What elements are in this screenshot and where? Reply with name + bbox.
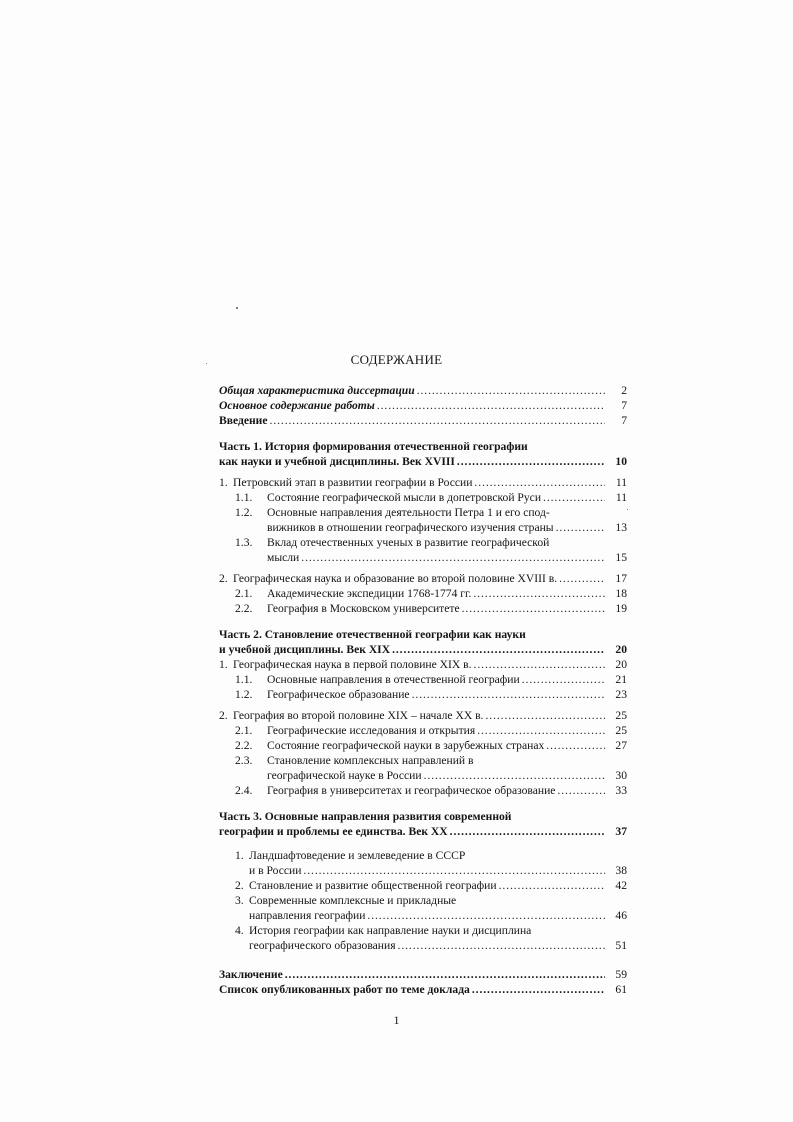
toc-entry-text: Основные направления деятельности Петра 1 и его спод- xyxy=(267,506,550,519)
leader-dots xyxy=(546,738,605,753)
toc-page: 51 xyxy=(615,939,627,952)
toc-entry[interactable] xyxy=(219,398,627,413)
toc-entry[interactable] xyxy=(219,490,627,505)
section-number: 2. xyxy=(219,572,228,585)
section-number: 2. xyxy=(235,879,244,892)
leader-dots xyxy=(377,398,605,413)
toc-entry[interactable] xyxy=(219,768,627,783)
toc-entry-text: Общая характеристика диссертации xyxy=(219,384,415,397)
toc-entry[interactable] xyxy=(219,738,627,753)
toc-entry[interactable] xyxy=(219,475,627,490)
leader-dots xyxy=(412,687,605,702)
toc-entry[interactable] xyxy=(219,601,627,616)
toc-entry-text: как науки и учебной дисциплины. Век XVIII xyxy=(219,455,455,468)
toc-entry-text: и учебной дисциплины. Век XIX xyxy=(219,643,391,656)
section-number: 1.1. xyxy=(235,491,253,504)
section-number: 2. xyxy=(219,709,228,722)
toc-page: 20 xyxy=(615,643,627,656)
toc-entry-text: Основное содержание работы xyxy=(219,399,375,412)
leader-dots xyxy=(474,475,605,490)
toc-entry[interactable] xyxy=(219,687,627,702)
toc-page: 46 xyxy=(615,909,627,922)
toc-entry-text: География во второй половине XIX – начале XX в. xyxy=(233,709,484,722)
toc-entry[interactable] xyxy=(219,520,627,535)
toc-page: 7 xyxy=(621,399,627,412)
leader-dots xyxy=(450,824,605,839)
page-title: СОДЕРЖАНИЕ xyxy=(350,352,443,367)
toc-page: 19 xyxy=(615,602,627,615)
toc-entry-text: Состояние географической науки в зарубежных странах xyxy=(267,739,545,752)
section-number: 3. xyxy=(235,894,244,907)
section-number: 1.3. xyxy=(235,536,253,549)
toc-page: 13 xyxy=(615,521,627,534)
toc-page: 21 xyxy=(615,673,627,686)
toc-entry-text: Академические экспедиции 1768-1774 гг. xyxy=(267,587,472,600)
leader-dots xyxy=(559,571,605,586)
leader-dots xyxy=(392,642,605,657)
toc-entry[interactable] xyxy=(219,938,627,953)
toc-entry-text: географической науке в России xyxy=(267,769,422,782)
leader-dots xyxy=(543,490,605,505)
part-heading[interactable] xyxy=(219,824,627,839)
part-heading[interactable]: Часть 2. Становление отечественной географии как науки xyxy=(219,628,526,641)
toc-entry[interactable] xyxy=(219,535,627,550)
toc-entry-text: География в университетах и географическое образование xyxy=(267,784,556,797)
toc-page: 30 xyxy=(615,769,627,782)
section-number: 2.2. xyxy=(235,602,253,615)
toc-entry-text: Список опубликованных работ по теме доклада xyxy=(219,983,470,996)
toc-entry[interactable] xyxy=(219,878,627,893)
toc-entry[interactable] xyxy=(219,413,627,428)
toc-entry-text: мысли xyxy=(267,551,300,564)
toc-page: 25 xyxy=(615,724,627,737)
toc-page: 37 xyxy=(615,825,627,838)
leader-dots xyxy=(556,520,605,535)
toc-entry[interactable] xyxy=(219,657,627,672)
section-number: 1. xyxy=(235,849,244,862)
toc-page: 11 xyxy=(615,476,627,489)
leader-dots xyxy=(485,708,605,723)
page-number: 1 xyxy=(393,1013,400,1027)
leader-dots xyxy=(499,878,605,893)
toc-entry-text: Введение xyxy=(219,414,268,427)
toc-page: 23 xyxy=(615,688,627,701)
toc-entry[interactable] xyxy=(219,908,627,923)
toc-entry[interactable] xyxy=(219,982,627,997)
toc-entry[interactable] xyxy=(219,672,627,687)
part-heading[interactable] xyxy=(219,454,627,469)
toc-entry[interactable] xyxy=(219,550,627,565)
toc-entry[interactable] xyxy=(219,783,627,798)
toc-page: 38 xyxy=(615,864,627,877)
part-heading[interactable] xyxy=(219,642,627,657)
toc-entry-text: Становление комплексных направлений в xyxy=(267,754,474,767)
scan-speck xyxy=(236,307,238,309)
leader-dots xyxy=(472,982,605,997)
toc-entry-text: Географическая наука в первой половине XIX в. xyxy=(233,658,472,671)
toc-entry[interactable] xyxy=(219,708,627,723)
toc-page: 20 xyxy=(615,658,627,671)
section-number: 1.2. xyxy=(235,506,253,519)
toc-entry-text: Географическая наука и образование во второй половине XVIII в. xyxy=(233,572,558,585)
toc-entry-text: Заключение xyxy=(219,968,283,981)
toc-entry[interactable] xyxy=(219,723,627,738)
toc-entry-text: Состояние географической мысли в допетровской Руси xyxy=(267,491,542,504)
leader-dots xyxy=(557,783,605,798)
toc-entry-text: и в России xyxy=(249,864,302,877)
leader-dots xyxy=(417,383,605,398)
toc-entry[interactable] xyxy=(219,586,627,601)
leader-dots xyxy=(462,601,605,616)
leader-dots xyxy=(303,863,605,878)
toc-entry-text: географического образования xyxy=(249,939,396,952)
section-number: 1. xyxy=(219,658,228,671)
section-number: 2.3. xyxy=(235,754,253,767)
toc-entry-text: Географические исследования и открытия xyxy=(267,724,476,737)
toc-entry-text: История географии как направление науки и дисциплина xyxy=(249,924,532,937)
section-number: 2.1. xyxy=(235,724,253,737)
toc-entry-text: Становление и развитие общественной географии xyxy=(249,879,497,892)
toc-entry-text: географии и проблемы ее единства. Век XX xyxy=(219,825,448,838)
leader-dots xyxy=(398,938,605,953)
part-heading[interactable]: Часть 1. История формирования отечественной географии xyxy=(219,440,528,453)
toc-entry-text: Географическое образование xyxy=(267,688,410,701)
section-number: 4. xyxy=(235,924,244,937)
section-number: 1. xyxy=(219,476,228,489)
leader-dots xyxy=(424,768,605,783)
leader-dots xyxy=(285,967,605,982)
leader-dots xyxy=(473,586,605,601)
toc-page: 25 xyxy=(615,709,627,722)
section-number: 1.1. xyxy=(235,673,253,686)
toc-entry-text: направления географии xyxy=(249,909,366,922)
toc-entry[interactable] xyxy=(219,848,627,863)
leader-dots xyxy=(457,454,605,469)
toc-entry[interactable] xyxy=(219,863,627,878)
toc-page: 2 xyxy=(621,384,627,397)
section-number: 2.1. xyxy=(235,587,253,600)
toc-page: 7 xyxy=(621,414,627,427)
toc-page: 18 xyxy=(615,587,627,600)
toc-entry-text: Ландшафтоведение и землеведение в СССР xyxy=(249,849,466,862)
section-number: 2.4. xyxy=(235,784,253,797)
toc-entry[interactable] xyxy=(219,753,627,768)
toc-page: 33 xyxy=(615,784,627,797)
toc-entry-text: География в Московском университете xyxy=(267,602,460,615)
toc-entry-text: Петровский этап в развитии географии в России xyxy=(233,476,473,489)
toc-entry[interactable] xyxy=(219,383,627,398)
toc-entry[interactable] xyxy=(219,893,627,908)
toc-page: 17 xyxy=(615,572,627,585)
toc-entry-text: Вклад отечественных ученых в развитие географической xyxy=(267,536,550,549)
leader-dots xyxy=(367,908,605,923)
section-number: 2.2. xyxy=(235,739,253,752)
toc-entry[interactable] xyxy=(219,505,627,520)
toc-page: 59 xyxy=(615,968,627,981)
toc-entry[interactable] xyxy=(219,967,627,982)
table-of-contents xyxy=(219,383,627,997)
leader-dots xyxy=(270,413,605,428)
toc-entry-text: Основные направления в отечественной географии xyxy=(267,673,520,686)
leader-dots xyxy=(301,550,605,565)
toc-entry[interactable] xyxy=(219,571,627,586)
toc-page: 11 xyxy=(615,491,627,504)
toc-entry[interactable] xyxy=(219,923,627,938)
toc-entry-text: Современные комплексные и прикладные xyxy=(249,894,457,907)
leader-dots xyxy=(474,657,605,672)
toc-entry-text: вижников в отношении географического изучения страны xyxy=(267,521,554,534)
section-number: 1.2. xyxy=(235,688,253,701)
leader-dots xyxy=(522,672,605,687)
toc-page: 61 xyxy=(615,983,627,996)
toc-page: 27 xyxy=(615,739,627,752)
part-heading[interactable]: Часть 3. Основные направления развития современной xyxy=(219,810,512,823)
toc-page: 42 xyxy=(615,879,627,892)
toc-page: 10 xyxy=(615,455,627,468)
toc-page: 15 xyxy=(615,551,627,564)
leader-dots xyxy=(477,723,605,738)
scan-speck xyxy=(627,509,628,510)
